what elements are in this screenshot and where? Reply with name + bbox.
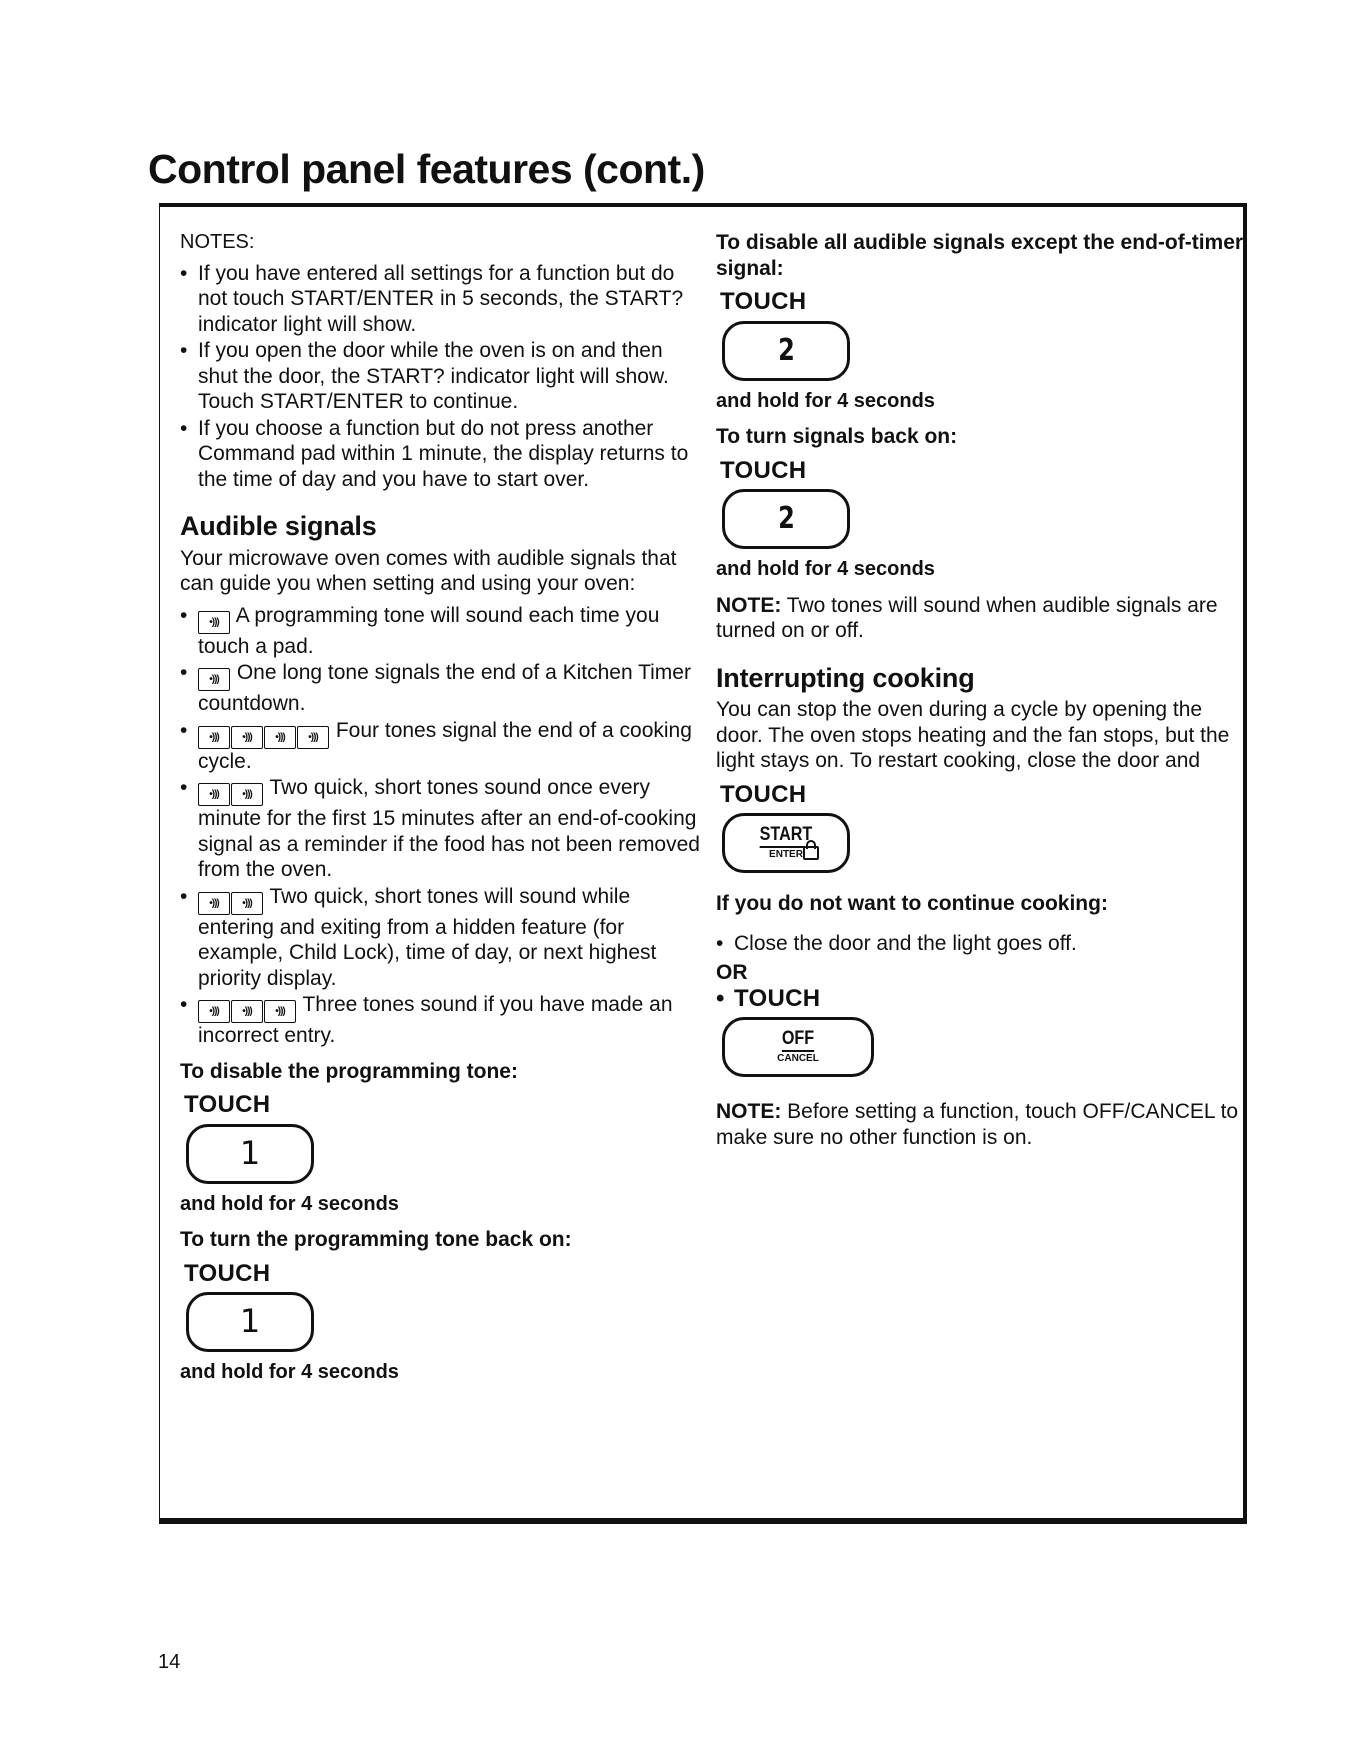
signal-item — [180, 660, 700, 717]
disable-programming-tone-label: To disable the programming tone: — [180, 1059, 518, 1083]
close-door-option: • Close the door and the light goes off. — [716, 931, 1246, 957]
note-item: • If you have entered all settings for a function but do not touch START/ENTER in 5 seconds, the START? indicator light will show. — [180, 261, 700, 338]
signal-text: Three tones sound if you have made an incorrect entry. — [198, 993, 673, 1047]
tone-icon: •))) — [198, 783, 230, 806]
audible-signals-heading: Audible signals — [180, 511, 377, 541]
touch-label: TOUCH — [720, 288, 807, 315]
signal-text: Two quick, short tones sound once every minute for the first 15 minutes after an end-of-cooking signal as a reminder if the food has not been removed from the oven. — [198, 776, 700, 881]
notes-heading: NOTES: — [180, 231, 255, 253]
signal-text: Two quick, short tones will sound while entering and exiting from a hidden feature (for example, Child Lock), time of day, or next highest priority display. — [198, 884, 657, 990]
signal-text: One long tone signals the end of a Kitchen Timer countdown. — [198, 661, 691, 715]
signal-item — [180, 884, 700, 992]
key-1-label: 1 — [239, 1302, 261, 1341]
signals-back-on-label: To turn signals back on: — [716, 425, 958, 448]
audible-intro: Your microwave oven comes with audible signals that can guide you when setting and using your oven: — [180, 546, 677, 595]
tone-icon: •))) — [264, 1000, 296, 1023]
tone-icon: •))) — [231, 1000, 263, 1023]
start-key-label: START — [760, 825, 813, 848]
hold-instruction: and hold for 4 seconds — [180, 1361, 399, 1383]
tone-icon: •))) — [231, 726, 263, 749]
note-text: Two tones will sound when audible signals are turned on or off. — [716, 593, 1218, 642]
signal-text: A programming tone will sound each time you touch a pad. — [198, 603, 660, 658]
touch-label: TOUCH — [184, 1091, 271, 1118]
key-1-button[interactable] — [186, 1124, 314, 1184]
lock-icon — [803, 846, 819, 860]
key-2-button[interactable] — [722, 321, 850, 381]
left-column — [180, 230, 700, 1396]
key-1-label: 1 — [239, 1133, 261, 1172]
cancel-options — [716, 986, 1246, 1012]
signal-item — [180, 603, 700, 660]
hold-instruction: and hold for 4 seconds — [716, 558, 935, 580]
enable-programming-tone-label: To turn the programming tone back on: — [180, 1228, 572, 1251]
signal-item — [180, 992, 700, 1049]
hold-instruction: and hold for 4 seconds — [180, 1192, 399, 1215]
key-2-label: 2 — [777, 332, 795, 368]
key-2-button[interactable] — [722, 489, 850, 549]
signal-item — [180, 775, 700, 883]
signal-text: Four tones signal the end of a cooking cycle. — [198, 718, 692, 773]
or-label: OR — [716, 961, 748, 984]
tone-icon: •))) — [231, 892, 263, 915]
key-1-button[interactable] — [186, 1292, 314, 1352]
note-item: • If you choose a function but do not press another Command pad within 1 minute, the display returns to the time of day and you have to start over. — [180, 416, 700, 493]
touch-label: TOUCH — [184, 1259, 271, 1287]
start-enter-button[interactable] — [722, 813, 850, 873]
tone-icon: •))) — [264, 726, 296, 749]
signals-note — [716, 593, 1246, 644]
no-continue-label: If you do not want to continue cooking: — [716, 892, 1108, 915]
off-key-label: OFF — [782, 1029, 814, 1052]
hold-instruction: and hold for 4 seconds — [716, 389, 935, 412]
tone-icon: •))) — [198, 611, 230, 634]
key-2-label: 2 — [777, 501, 795, 537]
tone-icon: •))) — [198, 668, 230, 691]
right-column — [716, 230, 1246, 1158]
signal-list — [180, 603, 700, 1049]
page-number: 14 — [158, 1651, 181, 1673]
tone-icon: •))) — [297, 726, 329, 749]
notes-list — [180, 261, 700, 493]
cancel-key-label: CANCEL — [777, 1053, 819, 1064]
cancel-options — [716, 931, 1246, 957]
off-cancel-button[interactable] — [722, 1017, 874, 1077]
touch-label: TOUCH — [720, 780, 807, 808]
tone-icon: •))) — [198, 892, 230, 915]
tone-icon: •))) — [198, 726, 230, 749]
page-title: Control panel features (cont.) — [148, 146, 705, 192]
off-cancel-note — [716, 1099, 1246, 1150]
note-item: • If you open the door while the oven is on and then shut the door, the START? indicator light will show. Touch START/ENTER to continue. — [180, 338, 700, 415]
note-label: NOTE: — [716, 1100, 782, 1123]
note-label: NOTE: — [716, 593, 782, 617]
enter-key-label: ENTER — [769, 849, 803, 860]
interrupting-cooking-heading: Interrupting cooking — [716, 662, 975, 693]
touch-label: • TOUCH — [716, 986, 1246, 1012]
touch-label: TOUCH — [720, 456, 807, 484]
interrupt-text: You can stop the oven during a cycle by opening the door. The oven stops heating and the fan stops, but the light stays on. To restart cooking, close the door and — [716, 698, 1230, 772]
disable-all-signals-label: To disable all audible signals except the end-of-timer signal: — [716, 231, 1244, 280]
note-text: Before setting a function, touch OFF/CANCEL to make sure no other function is on. — [716, 1100, 1239, 1149]
tone-icon: •))) — [198, 1000, 230, 1023]
tone-icon: •))) — [231, 783, 263, 806]
signal-item — [180, 718, 700, 775]
